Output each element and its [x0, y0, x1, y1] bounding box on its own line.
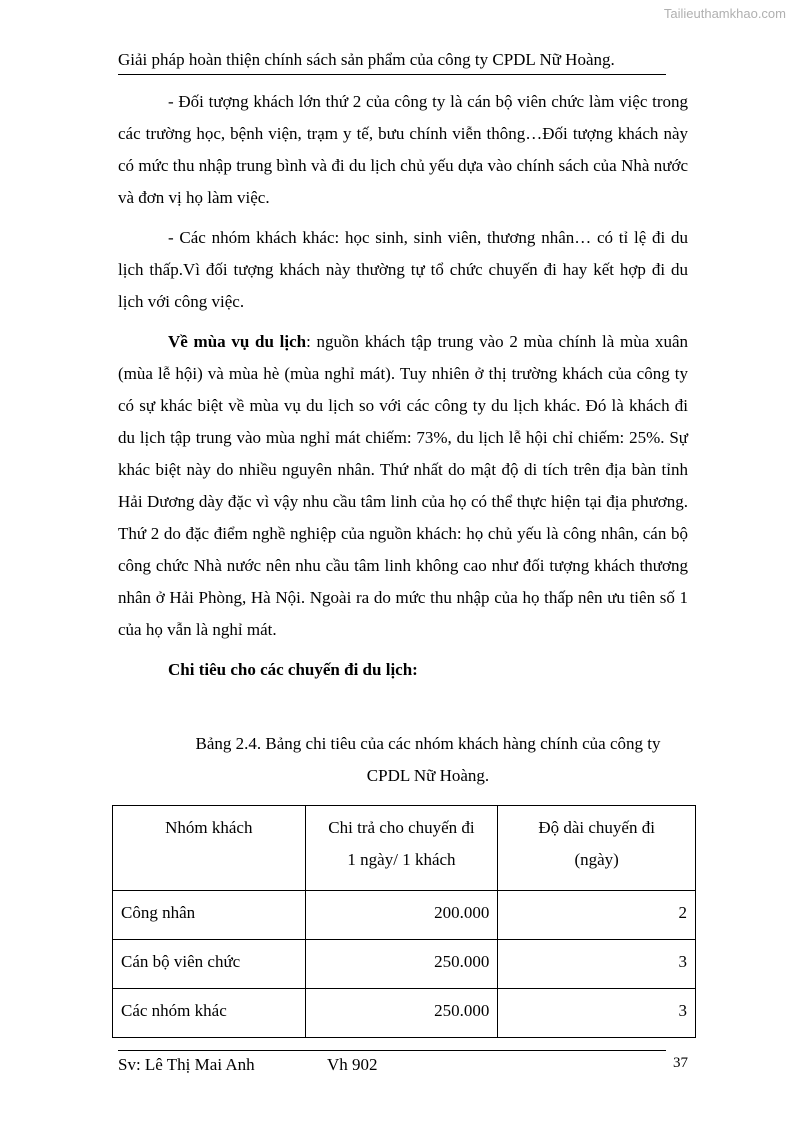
page-header: Giải pháp hoàn thiện chính sách sản phẩm của công ty CPDL Nữ Hoàng. [118, 50, 666, 75]
table-row [113, 940, 696, 989]
cell-days: 3 [498, 940, 696, 989]
footer-student: Sv: Lê Thị Mai Anh [118, 1055, 255, 1074]
paragraph-other-groups: - Các nhóm khách khác: học sinh, sinh viên, thương nhân… có tỉ lệ đi du lịch thấp.Vì đối tượng khách này thường tự tổ chức chuyến đi hay kết hợp đi du lịch với công việc. [118, 228, 688, 311]
seasonality-heading: Về mùa vụ du lịch [168, 332, 307, 351]
cell-days: 2 [498, 891, 696, 940]
watermark: Tailieuthamkhao.com [663, 6, 786, 21]
header-spend-line-1: Chi trả cho chuyến đi [328, 818, 475, 837]
table-row [113, 891, 696, 940]
paragraph-spending-heading [118, 654, 688, 686]
caption-line-2: CPDL Nữ Hoàng. [366, 766, 490, 785]
body-text [118, 86, 688, 690]
seasonality-text: : nguồn khách tập trung vào 2 mùa chính là mùa xuân (mùa lễ hội) và mùa hè (mùa nghỉ mát). Tuy nhiên ở thị trường khách của công ty có sự khác biệt về mùa vụ du lịch so với các công ty du lịch khác. Đó là khách đi du lịch tập trung vào mùa nghỉ mát chiếm: 73%, du lịch lễ hội chỉ chiếm: 25%. Sự khác biệt này do nhiều nguyên nhân. Thứ nhất do mật độ di tích trên địa bàn tỉnh Hải Dương dày đặc vì vậy nhu cầu tâm linh của họ có thể thực hiện tại địa phương. Thứ 2 do đặc điểm nghề nghiệp của nguồn khách: họ chủ yếu là công nhân, cán bộ công chức Nhà nước nên nhu cầu tâm linh không cao như đối tượng khách thương nhân ở Hải Phòng, Hà Nội. Ngoài ra do mức thu nhập của họ thấp nên ưu tiên số 1 của họ vẫn là nghỉ mát. [118, 332, 688, 639]
cell-group: Cán bộ viên chức [113, 940, 306, 989]
spending-heading: Chi tiêu cho các chuyến đi du lịch: [168, 660, 418, 679]
cell-spend: 200.000 [305, 891, 498, 940]
cell-spend: 250.000 [305, 940, 498, 989]
header-duration-line-2: (ngày) [574, 850, 619, 869]
table-caption [118, 728, 738, 792]
cell-group: Công nhân [113, 891, 306, 940]
header-spend-line-2: 1 ngày/ 1 khách [347, 850, 456, 869]
header-spend [305, 806, 498, 891]
cell-spend: 250.000 [305, 989, 498, 1038]
header-duration-line-1: Độ dài chuyến đi [538, 818, 655, 837]
footer-divider [118, 1050, 666, 1051]
spending-table [112, 805, 696, 1038]
table-header-row [113, 806, 696, 891]
header-duration [498, 806, 696, 891]
paragraph-seasonality [118, 326, 688, 646]
cell-days: 3 [498, 989, 696, 1038]
caption-line-1: Bảng 2.4. Bảng chi tiêu của các nhóm khách hàng chính của công ty [195, 734, 661, 753]
header-group: Nhóm khách [113, 806, 306, 891]
page-number: 37 [673, 1055, 688, 1071]
footer-class: Vh 902 [327, 1055, 378, 1074]
table-row [113, 989, 696, 1038]
cell-group: Các nhóm khác [113, 989, 306, 1038]
paragraph-office-workers: - Đối tượng khách lớn thứ 2 của công ty là cán bộ viên chức làm việc trong các trường học, bệnh viện, trạm y tế, bưu chính viễn thông…Đối tượng khách này có mức thu nhập trung bình và đi du lịch chủ yếu dựa vào chính sách của Nhà nước và đơn vị họ làm việc. [118, 92, 688, 207]
